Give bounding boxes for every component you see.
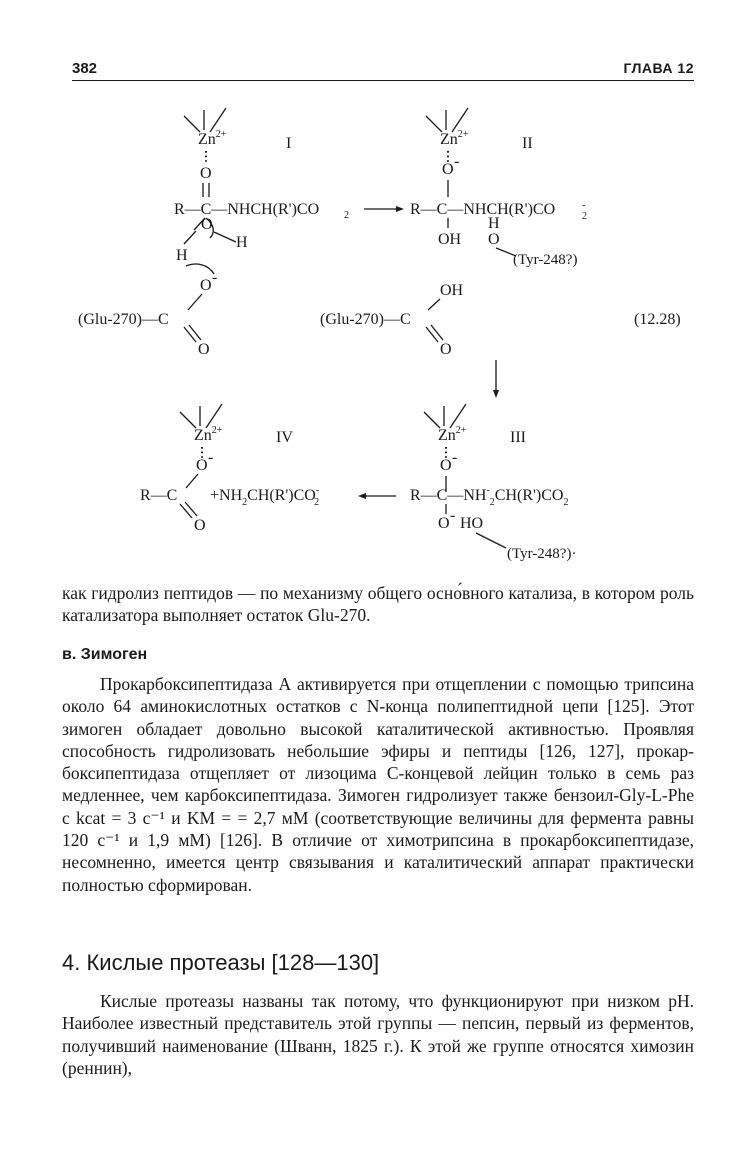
- arrow-ii-to-iii: [493, 360, 499, 398]
- paragraph-acid-proteases: Кислые протеазы названы так потому, что функционируют при низком рН. Наиболее известный представитель этой группы — пепсин, первый из ферментов, получивший наименование (Шванн, 1825 г.). К этой же группе относятся химозин (реннин),: [62, 991, 694, 1078]
- label-ii: II: [522, 135, 533, 152]
- arrow-iii-to-iv: [358, 493, 396, 499]
- svg-text:O: O: [196, 457, 208, 474]
- svg-text:O: O: [440, 341, 452, 358]
- paragraph-zymogen: Прокарбоксипептидаза А активируется при отщеплении с помощью трипсина около 64 аминокислотных остатков с N-конца полипептидной цепи [125]. Этот зимоген обладает довольно высокой каталитической активностью. Проявляя способность гидролизовать небольшие эфиры и пептиды [126, 127], прокарбоксипептидаза отщепляет от лизоцима С-концевой лейцин только в семь раз медленнее, чем карбоксипептидаза. Зимоген гидролизует также бензоил-Gly-L-Phe с kcat = 3 с⁻¹ и KM = = 2,7 мМ (соответствующие величины для фермента равны 120 с⁻¹ и 1,9 мМ) [126]. В отличие от химотрипсина в прокарбоксипептидазе, несомненно, имеется центр связывания и каталитический аппарат практически полностью сформирован.: [62, 674, 694, 895]
- svg-text:2: 2: [344, 210, 349, 221]
- svg-text:HO: HO: [460, 515, 484, 532]
- svg-text:O: O: [200, 277, 212, 294]
- svg-text:Zn2+: $Zn^{2+}$: [194, 425, 223, 444]
- page-number: 382: [72, 60, 98, 77]
- reaction-scheme: [0, 96, 754, 576]
- label-i: I: [286, 135, 292, 152]
- structure-iii: [410, 404, 576, 562]
- equation-number: (12.28): [634, 311, 681, 328]
- svg-text:(Tyr-248?): (Tyr-248?): [513, 252, 578, 268]
- svg-text:Zn2+: $Zn^{2+}$: [438, 425, 467, 444]
- reaction-scheme-svg: [0, 96, 754, 576]
- svg-text:O: O: [440, 457, 452, 474]
- svg-text:(Glu-270)—C: (Glu-270)—C: [78, 311, 169, 328]
- svg-text:O: O: [200, 165, 212, 182]
- section-title-acid-proteases: 4. Кислые протеазы [128—130]: [62, 950, 380, 975]
- svg-text:-: -: [582, 200, 586, 211]
- svg-text:H: H: [176, 247, 188, 264]
- svg-text:OH: OH: [440, 282, 464, 299]
- svg-text:(Glu-270)—C: (Glu-270)—C: [320, 311, 411, 328]
- paragraph-continuation: как гидролиз пептидов — по механизму общего осно́вного катализа, в котором роль катализатора выполняет остаток Glu-270.: [62, 583, 694, 626]
- svg-text:R—C—NHCH(R')CO: R—C—NHCH(R')CO: [174, 201, 320, 218]
- svg-text:O: O: [201, 216, 213, 233]
- svg-text:R—C: R—C: [140, 487, 178, 504]
- svg-text:-: -: [454, 153, 460, 170]
- svg-text:O: O: [198, 341, 210, 358]
- svg-text:R—C—NH-2CH(R')CO2: $R—C—NH^-_2CH(R')CO_2$: [410, 485, 569, 508]
- header-rule: [72, 80, 694, 81]
- svg-text:O: O: [438, 515, 450, 532]
- section-title-zymogen: в. Зимоген: [62, 646, 148, 663]
- svg-text:R—C—NHCH(R')CO: R—C—NHCH(R')CO: [410, 201, 556, 218]
- page-header: [72, 60, 694, 82]
- svg-text:O: O: [194, 517, 206, 534]
- svg-text:Zn2+: $Zn^{2+}$: [440, 129, 469, 148]
- svg-text:-: -: [208, 449, 214, 466]
- svg-text:+NH2CH(R')CO-2: $+NH_2CH(R')CO^-2$: [210, 485, 320, 508]
- svg-text:(Tyr-248?)·: (Tyr-248?)·: [507, 546, 577, 562]
- svg-text:-: -: [452, 449, 458, 466]
- label-iv: IV: [276, 429, 293, 446]
- label-iii: III: [510, 429, 526, 446]
- svg-text:2: 2: [582, 211, 587, 222]
- svg-text:H: H: [236, 234, 248, 251]
- svg-text:-: -: [212, 269, 218, 286]
- running-head: ГЛАВА 12: [623, 60, 694, 76]
- structure-i: [78, 108, 349, 358]
- svg-text:O: O: [442, 161, 454, 178]
- arrow-i-to-ii: [364, 206, 404, 212]
- structure-ii: [320, 108, 587, 358]
- svg-text:OH: OH: [438, 231, 462, 248]
- svg-text:O: O: [488, 231, 500, 248]
- svg-text:H: H: [488, 215, 500, 232]
- structure-iv: [140, 404, 319, 534]
- svg-text:-: -: [450, 507, 456, 524]
- svg-text:Zn2+: $Zn^{2+}$: [198, 129, 227, 148]
